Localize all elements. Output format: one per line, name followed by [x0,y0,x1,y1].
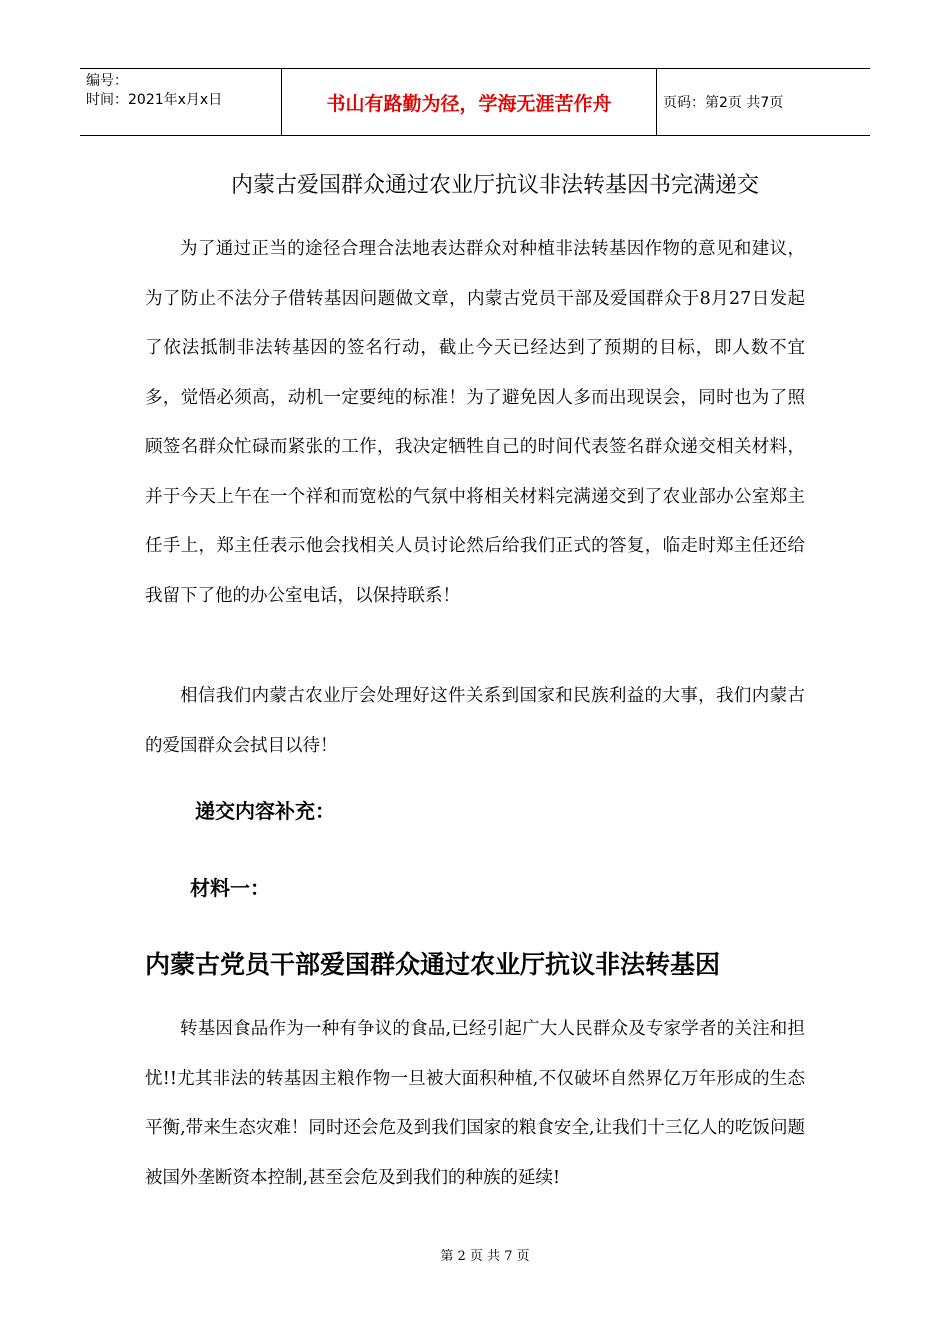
material-heading: 材料一： [190,876,270,900]
number-label: 编号： [86,73,128,89]
page-footer: 第 2 页 共 7 页 [440,1249,530,1264]
paragraph-2: 相信我们内蒙古农业厅会处理好这件关系到国家和民族利益的大事，我们内蒙古的爱国群众会拭目以待！ [145,686,805,756]
paragraph-1: 为了通过正当的途径合理合法地表达群众对种植非法转基因作物的意见和建议，为了防止不法分子借转基因问题做文章，内蒙古党员干部及爱国群众于8月27日发起了依法抵制非法转基因的签名行动，截止今天已经达到了预期的目标，即人数不宜多，觉悟必须高，动机一定要纯的标准！为了避免因人多而出现误会，同时也为了照顾签名群众忙碌而紧张的工作，我决定牺牲自己的时间代表签名群众递交相关材料，并于今天上午在一个祥和而宽松的气氛中将相关材料完满递交到了农业部办公室郑主任手上，郑主任表示他会找相关人员讨论然后给我们正式的答复，临走时郑主任还给我留下了他的办公室电话，以保持联系！ [145,239,805,606]
header-page-info: 页码：第2页 共7页 [663,95,784,111]
material-title: 内蒙古党员干部爱国群众通过农业厅抗议非法转基因 [145,950,721,979]
supplement-heading: 递交内容补充： [195,799,335,823]
time-label: 时间：2021年x月x日 [86,92,223,108]
header-meta [80,69,282,135]
header-motto: 书山有路勤为径，学海无涯苦作舟 [282,69,657,135]
paragraph-3: 转基因食品作为一种有争议的食品,已经引起广大人民群众及专家学者的关注和担忧!!尤其非法的转基因主粮作物一旦被大面积种植,不仅破坏自然界亿万年形成的生态平衡,带来生态灾难！同时还会危及到我们国家的粮食安全,让我们十三亿人的吃饭问题被国外垄断资本控制,甚至会危及到我们的种族的延续! [145,1019,805,1188]
paragraph-3-block [145,1005,805,1203]
paragraph-1-block [145,225,805,621]
page-header [80,68,870,136]
paragraph-2-block [145,672,805,771]
document-title: 内蒙古爱国群众通过农业厅抗议非法转基因书完满递交 [230,173,759,198]
